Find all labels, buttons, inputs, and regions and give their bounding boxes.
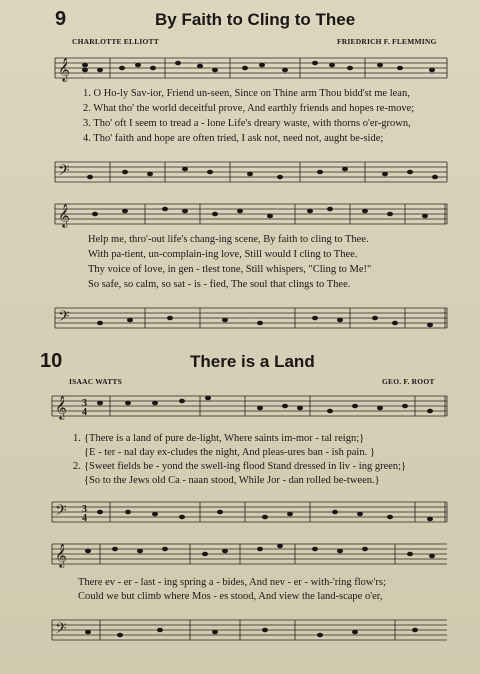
svg-text:3: 3 bbox=[82, 504, 87, 515]
music-staff-treble-4 bbox=[0, 532, 480, 576]
music-staff-bass-4 bbox=[0, 606, 480, 650]
hymn9-refrain-verse3: Thy voice of love, in gen - tlest tone, Still whispers, "Cling to Me!" bbox=[88, 264, 372, 275]
hymn9-verse2-line: 2. What tho' the world deceitful prove, And earthly friends and hopes re-move; bbox=[83, 103, 415, 114]
music-staff-bass-3 bbox=[0, 488, 480, 532]
music-staff-treble-2 bbox=[0, 192, 480, 232]
hymn9-author: CHARLOTTE ELLIOTT bbox=[72, 37, 159, 46]
music-staff-bass-2 bbox=[0, 294, 480, 334]
hymn9-verse3-line: 3. Tho' oft I seem to tread a - lone Life's dreary waste, with thorns o'er-grown, bbox=[83, 118, 411, 129]
svg-text:𝄢: 𝄢 bbox=[55, 620, 67, 640]
hymn10-refrain-line2: Could we but climb where Mos - es stood, And view the land-scape o'er, bbox=[78, 591, 383, 602]
svg-text:3: 3 bbox=[82, 398, 87, 409]
svg-text:𝄢: 𝄢 bbox=[55, 502, 67, 522]
svg-text:𝄢: 𝄢 bbox=[58, 308, 70, 328]
hymn-title-10: There is a Land bbox=[190, 352, 315, 371]
hymn9-refrain-verse1: Help me, thro'-out life's chang-ing scene, By faith to cling to Thee. bbox=[88, 234, 369, 245]
hymn10-verse1-line1: {There is a land of pure de-light, Where saints im-mor - tal reign;} bbox=[84, 433, 365, 444]
hymn10-verse2-line1: {Sweet fields be - yond the swell-ing flood Stand dressed in liv - ing green;} bbox=[84, 461, 407, 472]
music-staff-treble-3 bbox=[0, 384, 480, 428]
music-staff-treble bbox=[0, 46, 480, 86]
svg-text:𝄢: 𝄢 bbox=[58, 162, 70, 182]
svg-text:𝄞: 𝄞 bbox=[58, 205, 70, 227]
hymn10-author: ISAAC WATTS bbox=[69, 377, 122, 386]
svg-text:𝄞: 𝄞 bbox=[55, 545, 67, 567]
hymn-number-10: 10 bbox=[40, 350, 63, 372]
hymn9-composer: FRIEDRICH F. FLEMMING bbox=[337, 37, 437, 46]
hymn10-verse-number-2: 2. bbox=[73, 461, 81, 472]
hymn9-verse1-line: 1. O Ho-ly Sav-ior, Friend un-seen, Since on Thine arm Thou bidd'st me lean, bbox=[83, 88, 410, 99]
hymn10-composer: GEO. F. ROOT bbox=[382, 377, 435, 386]
hymn10-verse2-line2: {So to the Jews old Ca - naan stood, While Jor - dan rolled be-tween.} bbox=[84, 475, 380, 486]
hymn-number-9: 9 bbox=[55, 8, 67, 30]
hymn9-refrain-verse4: So safe, so calm, so sat - is - fied, The soul that clings to Thee. bbox=[88, 279, 351, 290]
hymn10-verse1-line2: {E - ter - nal day ex-cludes the night, And pleas-ures ban - ish pain. } bbox=[84, 447, 375, 458]
svg-text:4: 4 bbox=[82, 513, 87, 524]
hymn10-refrain-line1: There ev - er - last - ing spring a - bides, And nev - er - with-'ring flow'rs; bbox=[78, 577, 386, 588]
svg-text:4: 4 bbox=[82, 407, 87, 418]
svg-text:𝄞: 𝄞 bbox=[55, 397, 67, 419]
hymn9-refrain-verse2: With pa-tient, un-complain-ing love, Still would I cling to Thee. bbox=[88, 249, 358, 260]
svg-text:𝄞: 𝄞 bbox=[58, 59, 70, 81]
hymn9-verse4-line: 4. Tho' faith and hope are often tried, I ask not, need not, aught be-side; bbox=[83, 133, 384, 144]
music-staff-bass bbox=[0, 148, 480, 188]
hymn-title-9: By Faith to Cling to Thee bbox=[155, 10, 356, 29]
hymn10-verse-number-1: 1. bbox=[73, 433, 81, 444]
